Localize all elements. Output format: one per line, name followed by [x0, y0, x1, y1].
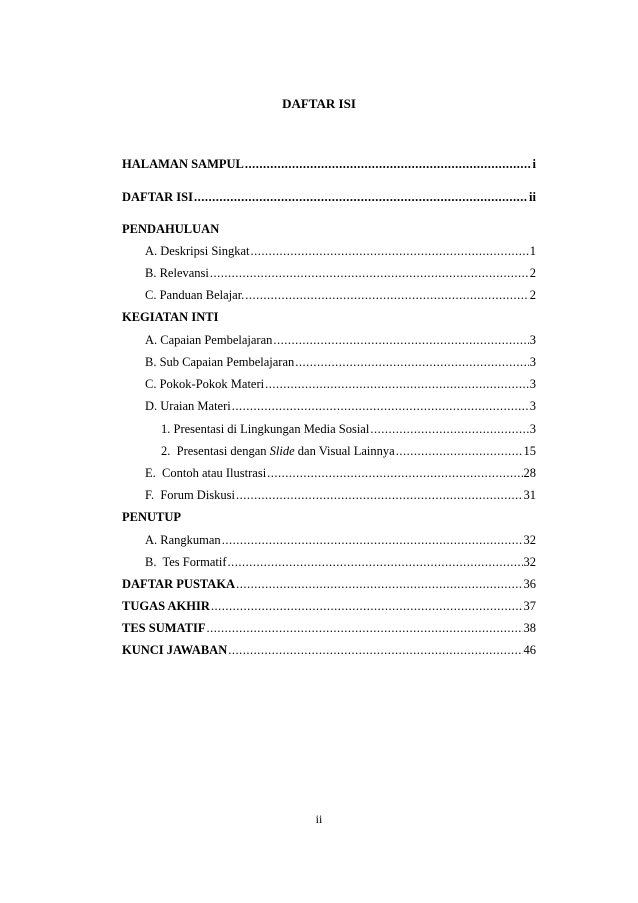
toc-entry-page: 2	[529, 288, 536, 302]
toc-entry-label: KUNCI JAWABAN	[122, 643, 228, 657]
dot-leader	[206, 621, 522, 636]
section-heading-pendahuluan: PENDAHULUAN	[122, 222, 220, 236]
toc-entry-page: 1	[529, 244, 536, 258]
toc-entry-label: A. Deskripsi Singkat	[145, 244, 250, 258]
toc-entry-page: 31	[523, 488, 536, 502]
toc-entry-label: 1. Presentasi di Lingkungan Media Sosial	[161, 422, 370, 436]
toc-entry-page: 37	[523, 599, 536, 613]
dot-leader	[251, 244, 529, 259]
dot-leader	[396, 444, 523, 459]
toc-entry-label: E. Contoh atau Ilustrasi	[145, 466, 267, 480]
toc-entry-label: TUGAS AKHIR	[122, 599, 210, 613]
toc-entry	[122, 399, 536, 417]
toc-entry-label: F. Forum Diskusi	[145, 488, 235, 502]
toc-entry	[122, 288, 536, 306]
toc-entry	[122, 488, 536, 506]
toc-entry-page: 36	[523, 577, 536, 591]
toc-entry-label: TES SUMATIF	[122, 621, 206, 635]
toc-entry-label: C. Pokok-Pokok Materi	[145, 377, 265, 391]
toc-entry-tugas-akhir	[122, 599, 536, 617]
dot-leader	[210, 266, 529, 281]
dot-leader	[222, 533, 523, 548]
toc-entry-page: 3	[529, 333, 536, 347]
page-number: ii	[315, 812, 323, 826]
toc-entry-page: 32	[523, 533, 536, 547]
toc-entry-kunci-jawaban	[122, 643, 536, 661]
toc-entry-label: HALAMAN SAMPUL	[122, 157, 244, 171]
toc-entry-page: 3	[529, 377, 536, 391]
toc-entry	[122, 466, 536, 484]
toc-entry-label-post: dan Visual Lainnya	[294, 444, 395, 458]
toc-entry-label: A. Capaian Pembelajaran	[145, 333, 273, 347]
dot-leader	[228, 555, 523, 570]
dot-leader	[194, 190, 528, 205]
toc-entry-label: DAFTAR PUSTAKA	[122, 577, 236, 591]
toc-entry-label: DAFTAR ISI	[122, 190, 193, 204]
toc-entry-halaman-sampul	[122, 157, 536, 175]
dot-leader	[265, 377, 529, 392]
toc-entry-label: A. Rangkuman	[145, 533, 221, 547]
toc-entry-page: 3	[529, 355, 536, 369]
dot-leader	[267, 466, 522, 481]
toc-entry-label	[161, 444, 395, 459]
dot-leader	[236, 488, 523, 503]
dot-leader	[236, 577, 522, 592]
toc-entry-daftar-isi	[122, 190, 536, 208]
toc-entry	[122, 355, 536, 373]
toc-entry	[122, 333, 536, 351]
toc-entry-label: C. Panduan Belajar.	[145, 288, 245, 302]
section-heading-kegiatan-inti: KEGIATAN INTI	[122, 310, 219, 324]
toc-entry-tes-sumatif	[122, 621, 536, 639]
toc-entry-page: ii	[529, 190, 536, 204]
toc-entry-page: 3	[529, 422, 536, 436]
toc-entry	[122, 533, 536, 551]
toc-subentry	[122, 444, 536, 462]
dot-leader	[228, 643, 522, 658]
toc-entry-daftar-pustaka	[122, 577, 536, 595]
toc-entry-page: 46	[523, 643, 536, 657]
toc-entry-label: B. Tes Formatif	[145, 555, 227, 569]
toc-entry	[122, 555, 536, 573]
toc-entry-label: B. Relevansi	[145, 266, 209, 280]
toc-entry-page: 15	[523, 444, 536, 458]
toc-entry-label-pre: 2. Presentasi dengan	[161, 444, 270, 458]
toc-subentry	[122, 422, 536, 440]
page-title: DAFTAR ISI	[282, 96, 356, 111]
toc-entry	[122, 266, 536, 284]
dot-leader	[211, 599, 523, 614]
section-heading-penutup: PENUTUP	[122, 510, 182, 524]
toc-entry-page: 38	[523, 621, 536, 635]
dot-leader	[295, 355, 528, 370]
dot-leader	[245, 288, 528, 303]
toc-entry	[122, 244, 536, 262]
toc-entry-page: 32	[523, 555, 536, 569]
toc-entry-label: D. Uraian Materi	[145, 399, 231, 413]
toc-entry-label-emphasis: Slide	[269, 444, 295, 458]
toc-entry-label: B. Sub Capaian Pembelajaran	[145, 355, 295, 369]
dot-leader	[370, 422, 528, 437]
dot-leader	[273, 333, 528, 348]
dot-leader	[245, 157, 532, 172]
toc-entry-page: 2	[529, 266, 536, 280]
toc-entry-page: 3	[529, 399, 536, 413]
dot-leader	[232, 399, 529, 414]
toc-entry-page: i	[532, 157, 536, 171]
toc-entry-page: 28	[523, 466, 536, 480]
toc-entry	[122, 377, 536, 395]
